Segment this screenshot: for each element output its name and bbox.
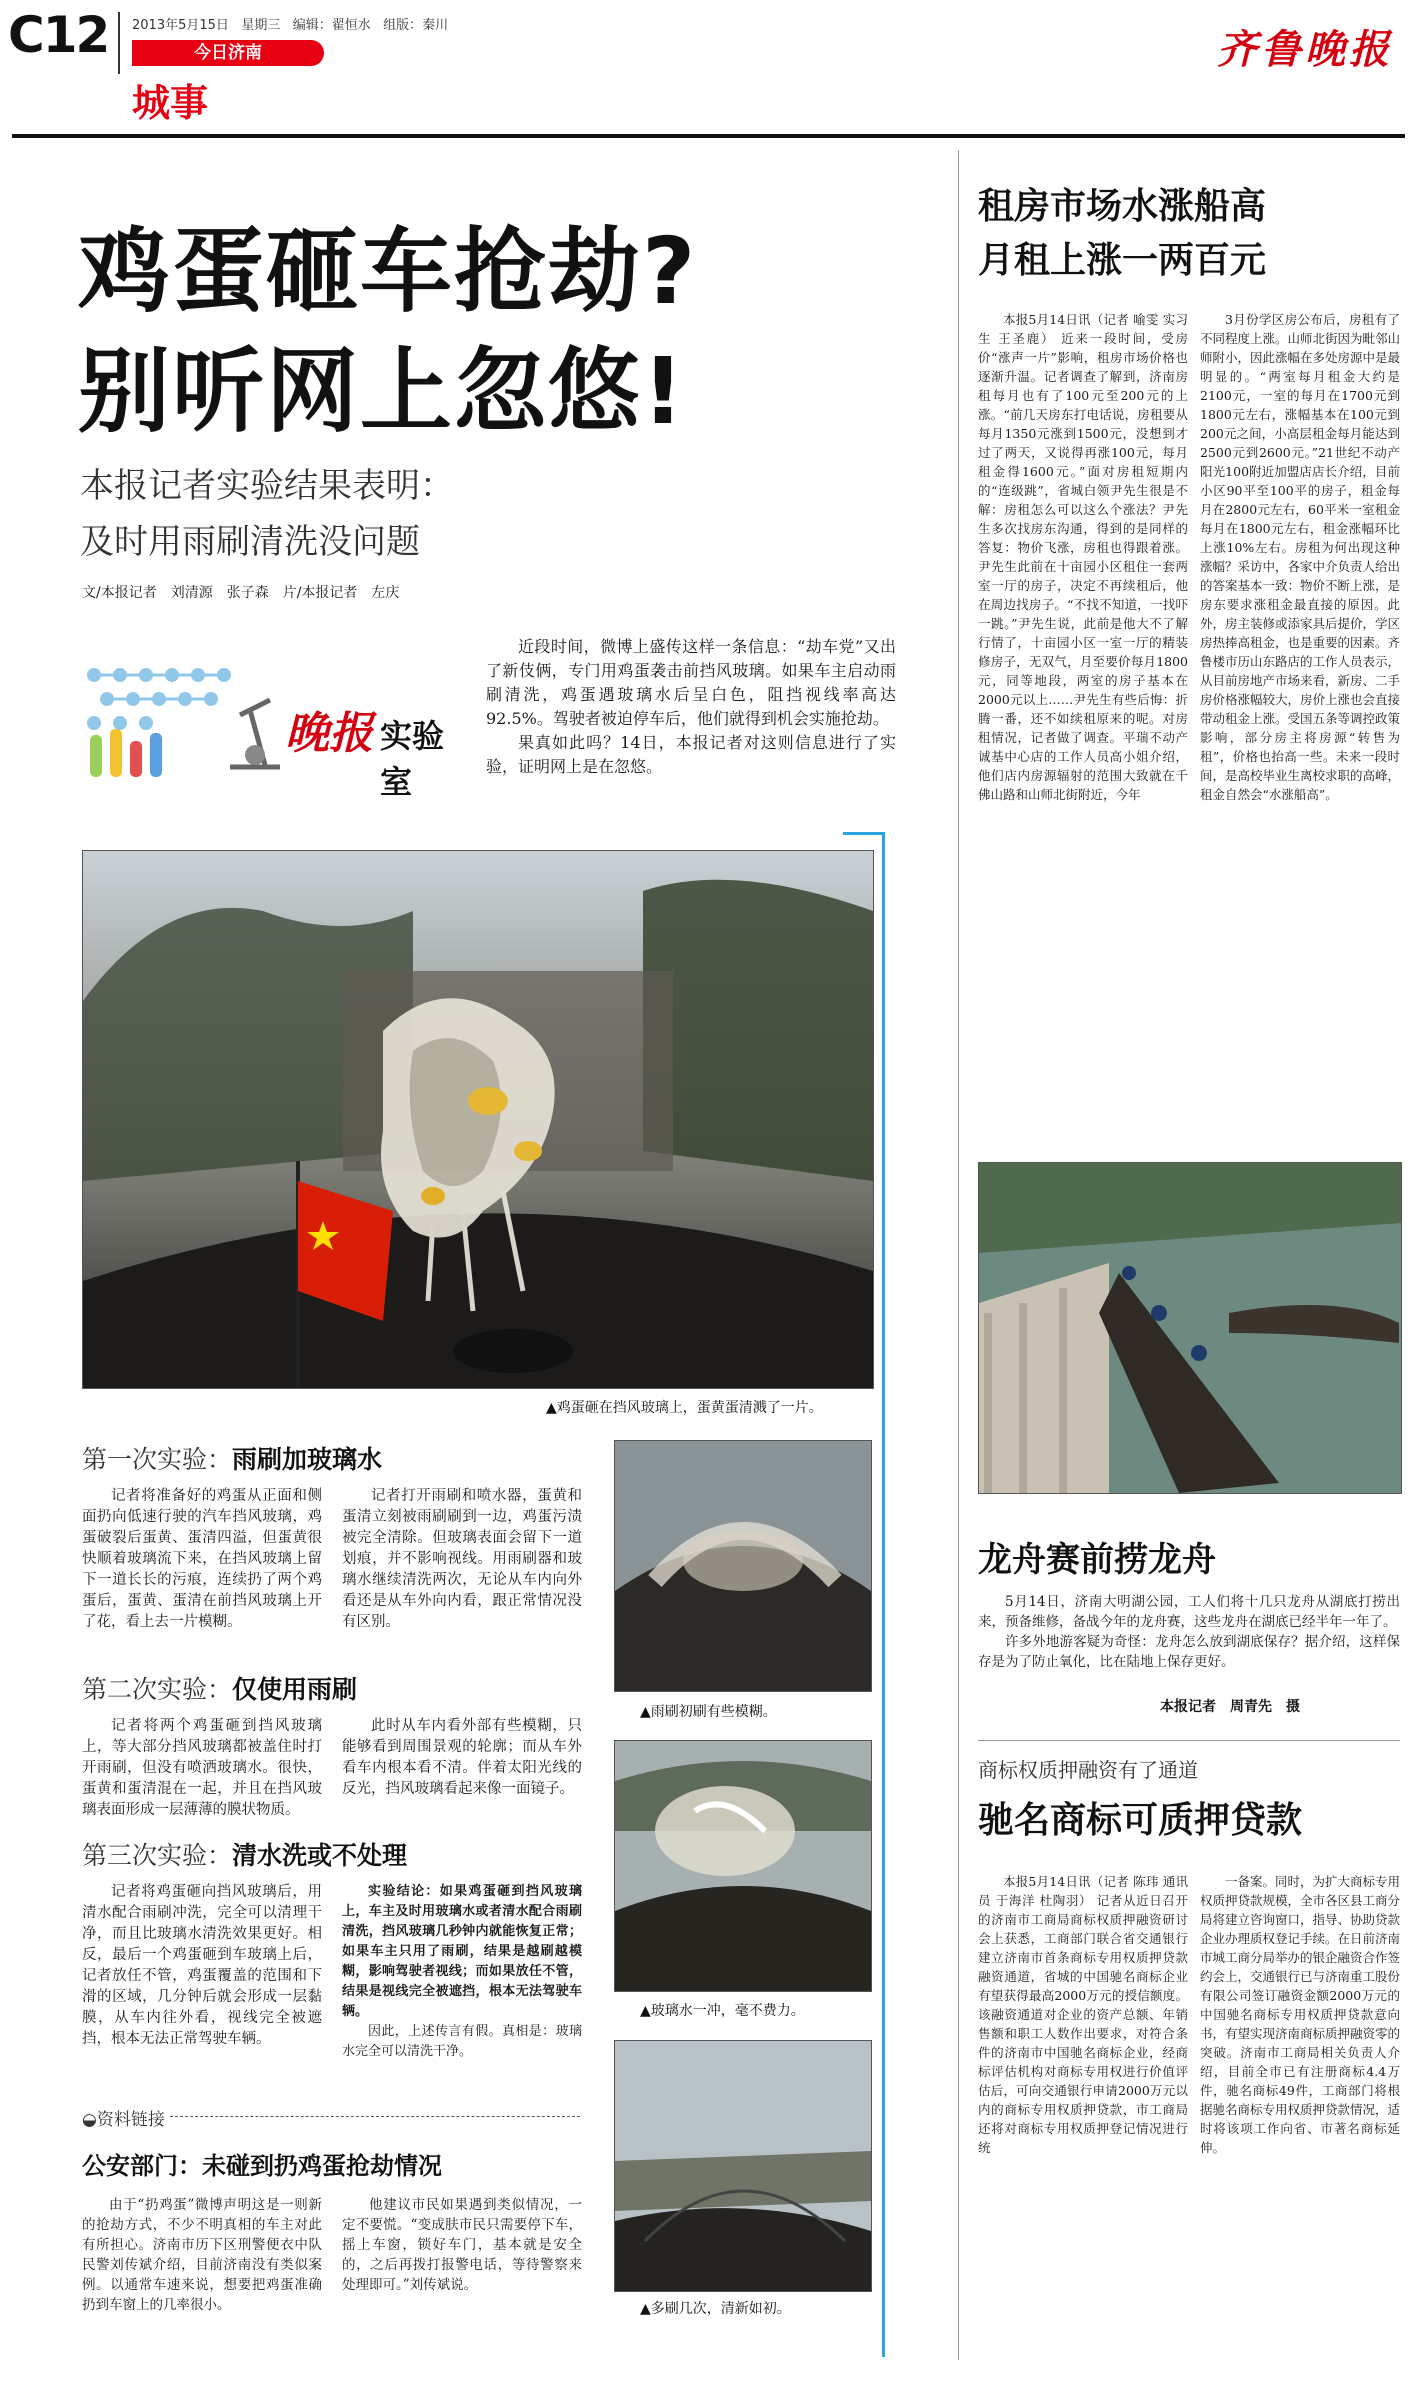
related-link-rule [170, 2116, 580, 2118]
rent-col1 [978, 310, 1188, 804]
bullet-icon: ◒ [82, 2110, 97, 2130]
page-number: C12 [8, 6, 109, 64]
banner-text: 今日济南 [194, 43, 262, 63]
related-link-title: 公安部门：未碰到扔鸡蛋抢劫情况 [82, 2152, 442, 2180]
dragon-boat-paragraph-2: 许多外地游客疑为奇怪：龙舟怎么放到湖底保存？据介绍，这样保存是为了防止氧化，比在陆地上保存更好。 [978, 1634, 1400, 1670]
headline-line-1: 鸡蛋砸车抢劫? [78, 218, 698, 325]
experiment-1-label: 第一次实验： [82, 1445, 233, 1474]
header-meta [132, 14, 448, 33]
experiment-3-col1 [82, 1882, 322, 2050]
photo-washer-fluid [614, 1740, 872, 1992]
related-link-col1 [82, 2195, 322, 2315]
photo-egg-windshield [82, 850, 874, 1389]
related-link-col1-text: 由于“扔鸡蛋”微博声明这是一则新的抢劫方式，不少不明真相的车主对此有所担心。济南市历下区刑警便衣中队民警刘传斌介绍，目前济南没有类似案例。以通常车速来说，想要把鸡蛋准确扔到车窗上的几率很小。 [82, 2197, 322, 2313]
related-link-col2-text: 他建议市民如果遇到类似情况，一定不要慌。“变成肤市民只需要停下车，摇上车窗，锁好车门，基本就是安全的，之后再拨打报警电话，等待警察来处理即可。”刘传斌说。 [342, 2197, 582, 2293]
experiment-1-col1-text: 记者将准备好的鸡蛋从正面和侧面扔向低速行驶的汽车挡风玻璃，鸡蛋破裂后蛋黄、蛋清四溢，但蛋黄很快顺着玻璃流下来，在挡风玻璃上留下一道长长的污痕，连续扔了两个鸡蛋后，蛋黄、蛋清在前挡风玻璃上开了花，看上去一片模糊。 [82, 1488, 322, 1630]
dragon-boat-paragraph-1: 5月14日，济南大明湖公园，工人们将十几只龙舟从湖底打捞出来，预备维修，备战今年的龙舟赛，这些龙舟在湖底已经半年一年了。 [978, 1594, 1400, 1630]
dragon-boat-image [979, 1163, 1401, 1493]
experiment-1-col2-text: 记者打开雨刷和喷水器，蛋黄和蛋清立刻被雨刷刷到一边，鸡蛋污渍被完全清除。但玻璃表面会留下一道划痕，并不影响视线。用雨刷器和玻璃水继续清洗两次，无论从车内向外看还是从车外向内看，跟正常情况没有区别。 [342, 1488, 582, 1630]
lab-logo-wanbao: 晚报 [285, 708, 373, 759]
masthead-logo: 齐鲁晚报 [1217, 26, 1393, 73]
intro-paragraph-2: 果真如此吗？14日，本报记者对这则信息进行了实验，证明网上是在忽悠。 [486, 733, 896, 776]
experiment-3-col2 [342, 1882, 582, 2062]
clear-glass-image [615, 2041, 871, 2291]
photo2-caption: ▲雨刷初刷有些模糊。 [640, 1704, 777, 1720]
byline: 文/本报记者 刘清源 张子森 片/本报记者 左庆 [82, 585, 400, 601]
wiper-blur-image [615, 1441, 871, 1691]
lab-logo-label: 实验室 [380, 717, 445, 801]
trademark-col1-text: 本报5月14日讯（记者 陈玮 通讯员 于海洋 杜陶羽） 记者从近日召开的济南市工商局商标权质押融资研讨会上获悉，工商部门联合省交通银行建立济南市首条商标专用权质押贷款融资通道，省城的中国驰名商标企业有望获得最高2000万元的授信额度。该融资通道对企业的资产总额、年销售额和职工人数作出要求，对符合条件的济南市中国驰名商标企业，经商标评估机构对商标专用权进行价值评估后，可向交通银行申请2000万元以内的商标专用权质押贷款，市工商局还将对商标专用权质押登记情况进行统 [978, 1874, 1188, 2155]
header-divider [118, 12, 120, 74]
experiment-3-label: 第三次实验： [82, 1841, 233, 1870]
experiment-2-label: 第二次实验： [82, 1675, 233, 1704]
experiment-1-heading [82, 1440, 382, 1476]
rent-col2-text: 3月份学区房公布后，房租有了不同程度上涨。山师北街因为毗邻山师附小，因此涨幅在多处房源中是最明显的。“两室每月租金大约是2100元，一室的每月在1700元到1800元左右，涨幅基本在100元到200元之间，小高层租金每月能达到2500元到2600元。”21世纪不动产阳光100附近加盟店店长介绍，目前小区90平至100平的房子，租金每月在2800元左右，60平米一室租金每月在1800元左右，租金涨幅环比上涨10%左右。房租为何出现这种涨幅？采访中，各家中介负责人给出的答案基本一致：物价不断上涨，是房东要求涨租金最直接的原因。此外，房主装修或添家具后提价，学区房热捧高租金，也是重要的因素。齐鲁楼市历山东路店的工作人员表示，从目前房地产市场来看，新房、二手房价格涨幅较大，房价上涨也会直接带动租金上涨。受国五条等调控政策影响，部分房主将房源“转售为租”，价格也抬高一些。未来一段时间，是高校毕业生离校求职的高峰，租金自然会“水涨船高”。 [1200, 312, 1401, 802]
related-link-col2 [342, 2195, 582, 2295]
related-link-text: 资料链接 [96, 2110, 165, 2130]
experiment-1-col2 [342, 1486, 582, 1633]
issue-weekday: 星期三 [241, 18, 281, 33]
related-link-label [82, 2105, 165, 2130]
rent-headline-2: 月租上涨一两百元 [978, 240, 1267, 281]
trademark-headline: 驰名商标可质押贷款 [978, 1800, 1303, 1841]
experiment-3-title: 清水洗或不处理 [232, 1841, 408, 1870]
dragon-boat-credit: 本报记者 周青先 摄 [1160, 1699, 1300, 1715]
experiment-2-col1-text: 记者将两个鸡蛋砸到挡风玻璃上，等大部分挡风玻璃都被盖住时打开雨刷，但没有喷洒玻璃水。很快，蛋黄和蛋清混在一起，并且在挡风玻璃表面形成一层薄薄的膜状物质。 [82, 1718, 322, 1818]
rent-col2 [1200, 310, 1400, 804]
experiment-2-col1 [82, 1716, 322, 1821]
dragon-boat-text [978, 1592, 1400, 1672]
experiment-1-col1 [82, 1486, 322, 1633]
washer-fluid-image [615, 1741, 871, 1991]
section-banner [132, 40, 324, 66]
editor-credit: 编辑：翟恒水 [292, 18, 371, 33]
photo-clear-glass [614, 2040, 872, 2292]
blue-accent-line [882, 832, 885, 2357]
experiment-2-title: 仅使用雨刷 [232, 1675, 358, 1704]
subheadline-1: 本报记者实验结果表明： [80, 466, 454, 506]
column-divider [958, 150, 959, 2360]
experiment-conclusion: 实验结论：如果鸡蛋砸到挡风玻璃上，车主及时用玻璃水或者清水配合雨刷清洗，挡风玻璃几秒钟内就能恢复正常；如果车主只用了雨刷，结果是越刷越模糊，影响驾驶者视线；而如果放任不管，结果是视线完全被遮挡，根本无法驾驶车辆。 [342, 1884, 582, 2019]
experiment-3-heading [82, 1836, 407, 1872]
trademark-col2-text: 一备案。同时，为扩大商标专用权质押贷款规模，全市各区县工商分局将建立咨询窗口，指导、协助贷款企业办理质权登记手续。在日前济南市城工商分局举办的银企融资合作签约会上，交通银行已与济南重工股份有限公司签订融资金额2000万元的中国驰名商标专用权质押贷款意向书，有望实现济南商标质押融资零的突破。济南市工商局相关负责人介绍，目前全市已有注册商标4.4万件，驰名商标49件，工商部门将根据驰名商标专用权质押贷款情况，适时将该项工作向省、市著名商标延伸。 [1200, 1874, 1401, 2155]
headline-line-2: 别听网上忽悠! [78, 338, 686, 445]
section-name: 城事 [132, 81, 209, 125]
experiment-1-title: 雨刷加玻璃水 [232, 1445, 383, 1474]
intro-text [486, 635, 896, 779]
rent-headline-1: 租房市场水涨船高 [978, 186, 1267, 227]
trademark-kicker: 商标权质押融资有了通道 [978, 1758, 1198, 1782]
photo-dragon-boat [978, 1162, 1402, 1494]
dragon-boat-headline: 龙舟赛前捞龙舟 [978, 1540, 1216, 1580]
photo4-caption: ▲多刷几次，清新如初。 [640, 2301, 791, 2317]
photo1-caption: ▲鸡蛋砸在挡风玻璃上，蛋黄蛋清溅了一片。 [546, 1400, 823, 1416]
rent-col1-text: 本报5月14日讯（记者 喻雯 实习生 王圣鹿） 近来一段时间，受房价“涨声一片”影响，租房市场价格也逐渐升温。记者调查了解到，济南房租每月也有了100元至200元的上涨。“前几天房东打电话说，房租要从每月1350元涨到1500元，没想到才过了两天，又说得再涨100元，每月租金得1600元。”面对房租短期内的“连级跳”，省城白领尹先生很是不解：房租怎么可以这么个涨法？尹先生多次找房东沟通，得到的是同样的答复：物价飞涨，房租也得跟着涨。尹先生此前在十亩园小区租住一套两室一厅的房子，决定不再续租后，他在周边找房子。“不找不知道，一找吓一跳。”尹先生说，此前是他大不了解行情了，十亩园小区一室一厅的精装修房子，无双气，月至要价每月1800元，同等地段，两室的房子基本在2000元以上……尹先生有些后悔：折腾一番，还不如续租原来的呢。对房租情况，记者做了调查。平瑞不动产诚基中心店的工作人员高小姐介绍，他们店内房源辐射的范围大致就在千佛山路和山师北街附近，今年 [978, 312, 1188, 802]
experiment-3-col1-text: 记者将鸡蛋砸向挡风玻璃后，用清水配合雨刷冲洗，完全可以清理干净，而且比玻璃水清洗效果更好。相反，最后一个鸡蛋砸到车玻璃上后，记者放任不管，鸡蛋覆盖的范围和下滑的区域，几分钟后就会形成一层黏膜，从车内往外看，视线完全被遮挡，根本无法正常驾驶车辆。 [82, 1884, 322, 2047]
blue-accent-top [843, 832, 885, 835]
intro-paragraph-1: 近段时间，微博上盛传这样一条信息：“劫车党”又出了新伎俩，专门用鸡蛋袭击前挡风玻璃。如果车主启动雨刷清洗，鸡蛋遇玻璃水后呈白色，阻挡视线率高达92.5%。驾驶者被迫停车后，他们就得到机会实施抢劫。 [486, 637, 896, 728]
experiment-2-col2-text: 此时从车内看外部有些模糊，只能够看到周围景观的轮廓；而从车外看车内根本看不清。伴着太阳光线的反光，挡风玻璃看起来像一面镜子。 [342, 1718, 582, 1797]
photo-wiper-blur [614, 1440, 872, 1692]
trademark-col2 [1200, 1872, 1400, 2157]
layout-credit: 组版：秦川 [383, 18, 449, 33]
experiment-3-verdict: 因此，上述传言有假。真相是：玻璃水完全可以清洗干净。 [342, 2024, 582, 2059]
egg-windshield-image [83, 851, 873, 1388]
subheadline-2: 及时用雨刷清洗没问题 [80, 522, 420, 562]
right-section-rule [978, 1740, 1400, 1741]
issue-date: 2013年5月15日 [132, 18, 229, 33]
experiment-2-heading [82, 1670, 357, 1706]
header-rule [12, 134, 1405, 138]
experiment-2-col2 [342, 1716, 582, 1800]
lab-logo [80, 655, 470, 801]
trademark-col1 [978, 1872, 1188, 2157]
photo3-caption: ▲玻璃水一冲，毫不费力。 [640, 2003, 805, 2019]
